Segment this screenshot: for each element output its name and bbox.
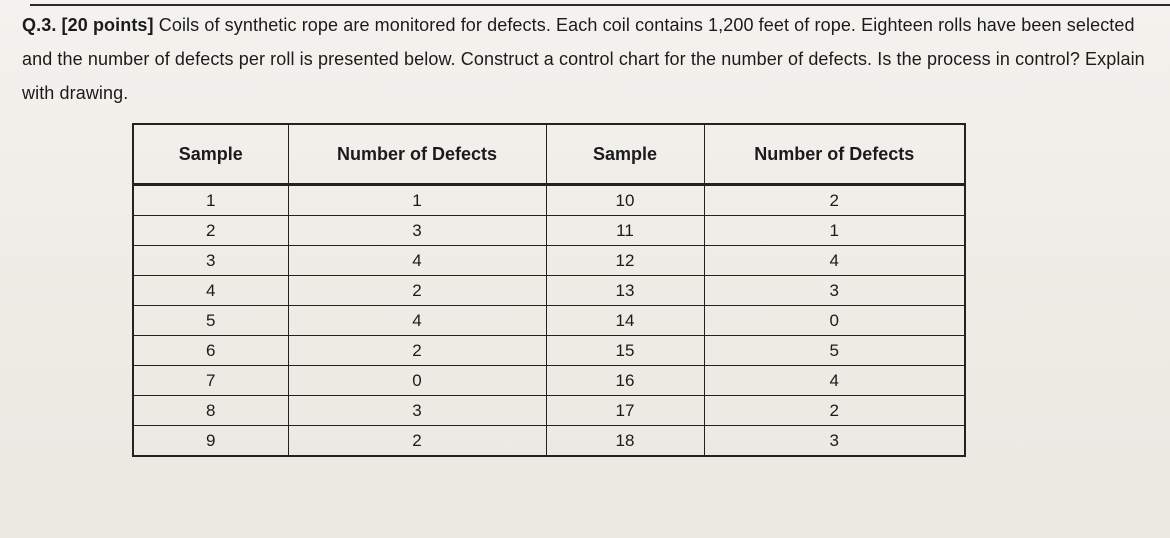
cell-defects-left: 3 xyxy=(288,396,546,426)
cell-sample-left: 9 xyxy=(133,426,288,457)
cell-defects-left: 2 xyxy=(288,336,546,366)
cell-defects-left: 2 xyxy=(288,276,546,306)
table-header-row xyxy=(133,124,965,185)
question-body: Coils of synthetic rope are monitored for defects. Each coil contains 1,200 feet of rope. Eighteen rolls have been selected and the number of defects per roll is presented below. Construct a control chart for the number of defects. Is the process in control? Explain with drawing. xyxy=(22,15,1145,103)
question-points: [20 points] xyxy=(61,15,154,35)
header-sample-right: Sample xyxy=(546,124,704,185)
table-row xyxy=(133,306,965,336)
cell-sample-right: 12 xyxy=(546,246,704,276)
cell-defects-right: 1 xyxy=(704,216,965,246)
cell-sample-right: 18 xyxy=(546,426,704,457)
cell-sample-right: 13 xyxy=(546,276,704,306)
question-number: Q.3. xyxy=(22,15,57,35)
cell-sample-right: 17 xyxy=(546,396,704,426)
defects-table-container xyxy=(132,123,964,457)
question-text-block xyxy=(22,8,1162,110)
table-row xyxy=(133,396,965,426)
cell-defects-right: 2 xyxy=(704,396,965,426)
cell-sample-left: 5 xyxy=(133,306,288,336)
cell-sample-left: 6 xyxy=(133,336,288,366)
header-defects-left: Number of Defects xyxy=(288,124,546,185)
header-defects-right: Number of Defects xyxy=(704,124,965,185)
cell-defects-left: 1 xyxy=(288,185,546,216)
cell-defects-left: 4 xyxy=(288,306,546,336)
cell-defects-right: 4 xyxy=(704,366,965,396)
cell-defects-left: 0 xyxy=(288,366,546,396)
cell-sample-left: 1 xyxy=(133,185,288,216)
cell-defects-left: 4 xyxy=(288,246,546,276)
cell-defects-right: 0 xyxy=(704,306,965,336)
top-divider xyxy=(30,4,1170,6)
cell-defects-left: 2 xyxy=(288,426,546,457)
cell-sample-left: 4 xyxy=(133,276,288,306)
table-row xyxy=(133,426,965,457)
table-row xyxy=(133,276,965,306)
cell-defects-left: 3 xyxy=(288,216,546,246)
cell-sample-right: 15 xyxy=(546,336,704,366)
cell-defects-right: 5 xyxy=(704,336,965,366)
cell-defects-right: 2 xyxy=(704,185,965,216)
defects-table xyxy=(132,123,966,457)
table-row xyxy=(133,185,965,216)
table-row xyxy=(133,216,965,246)
table-row xyxy=(133,366,965,396)
cell-sample-left: 2 xyxy=(133,216,288,246)
header-sample-left: Sample xyxy=(133,124,288,185)
table-body xyxy=(133,185,965,457)
cell-defects-right: 4 xyxy=(704,246,965,276)
cell-sample-right: 16 xyxy=(546,366,704,396)
cell-defects-right: 3 xyxy=(704,276,965,306)
table-row xyxy=(133,336,965,366)
cell-defects-right: 3 xyxy=(704,426,965,457)
cell-sample-right: 10 xyxy=(546,185,704,216)
cell-sample-left: 8 xyxy=(133,396,288,426)
table-row xyxy=(133,246,965,276)
cell-sample-left: 3 xyxy=(133,246,288,276)
cell-sample-right: 11 xyxy=(546,216,704,246)
cell-sample-left: 7 xyxy=(133,366,288,396)
cell-sample-right: 14 xyxy=(546,306,704,336)
